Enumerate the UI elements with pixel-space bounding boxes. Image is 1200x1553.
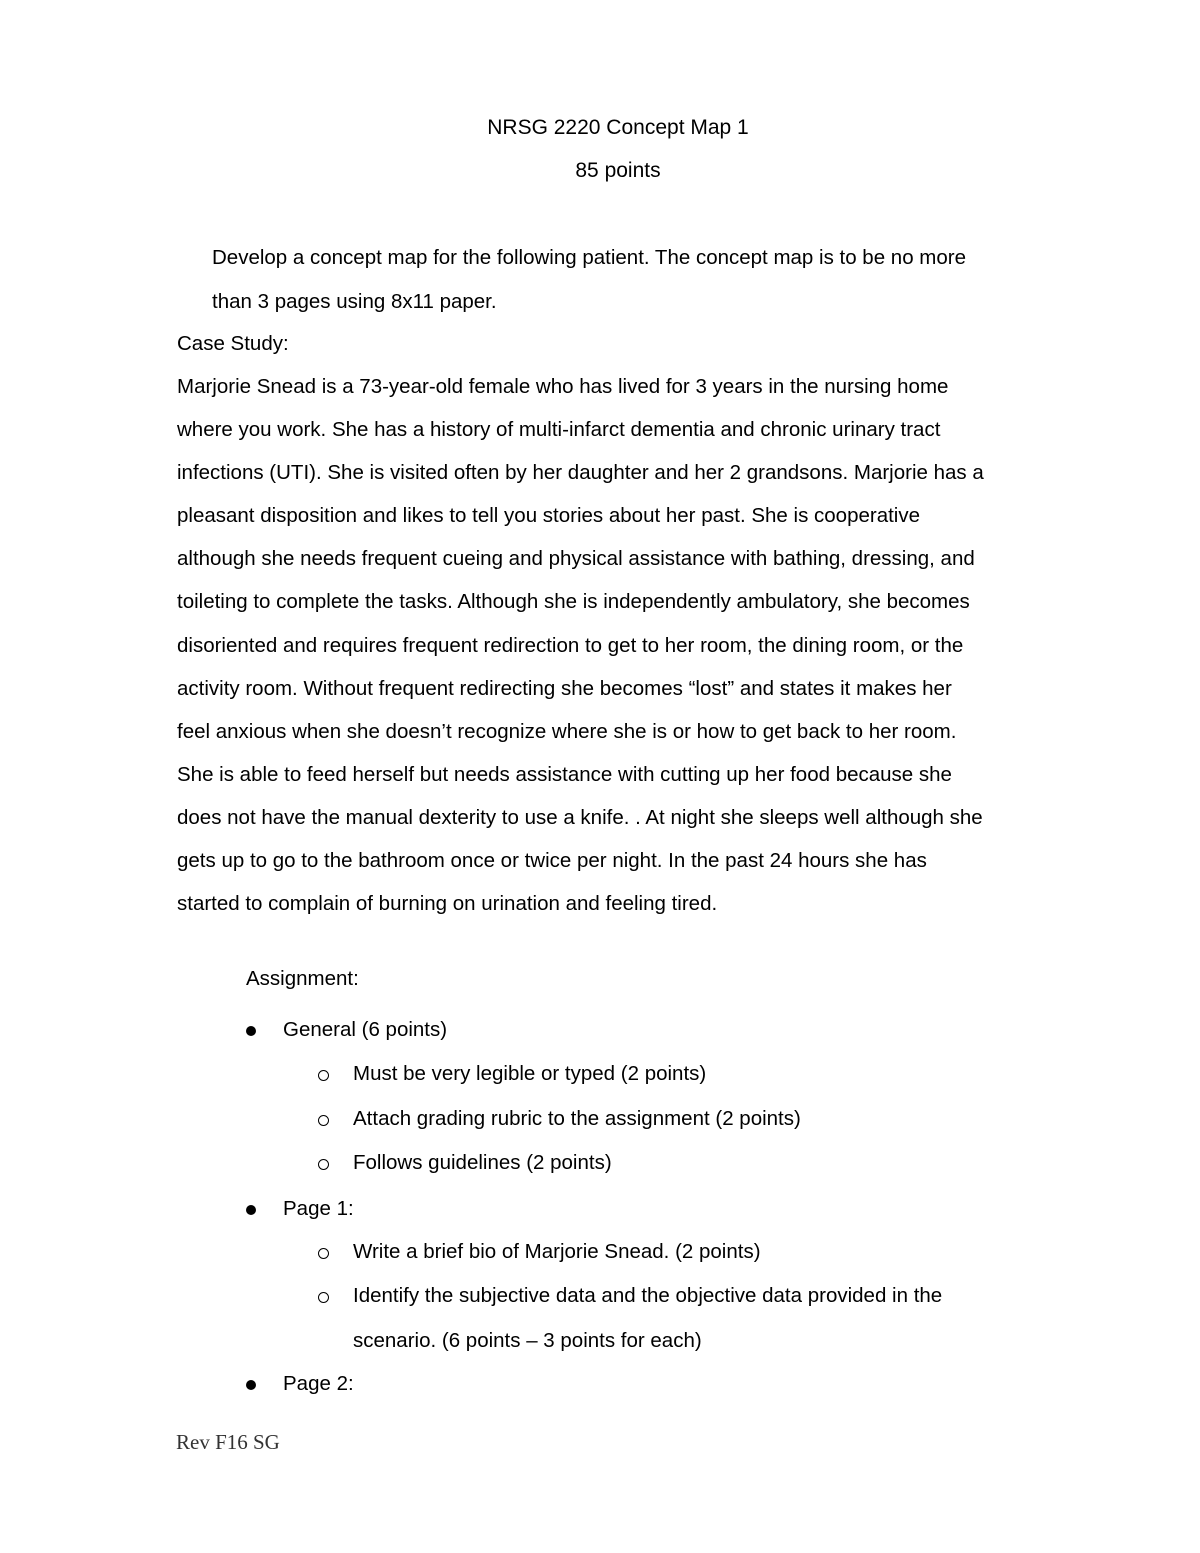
case-study-line: although she needs frequent cueing and physical assistance with bathing, dressing, and (177, 547, 975, 571)
bullet-icon (246, 1205, 256, 1215)
assignment-section-page1: Page 1: (283, 1197, 354, 1220)
revision-footer: Rev F16 SG (176, 1430, 280, 1454)
case-study-line: Marjorie Snead is a 73-year-old female who has lived for 3 years in the nursing home (177, 375, 949, 398)
case-study-line: She is able to feed herself but needs assistance with cutting up her food because she (177, 762, 952, 786)
assignment-item: Identify the subjective data and the objective data provided in the (353, 1284, 943, 1307)
case-study-line: activity room. Without frequent redirecting she becomes “lost” and states it makes her (177, 676, 952, 700)
assignment-item: Attach grading rubric to the assignment (2 points) (353, 1107, 801, 1130)
circle-bullet-icon (318, 1159, 329, 1170)
case-study-line: infections (UTI). She is visited often by her daughter and her 2 grandsons. Marjorie has a (177, 461, 984, 485)
intro-line: Develop a concept map for the following patient. The concept map is to be no more (212, 246, 967, 269)
case-study-line: feel anxious when she doesn’t recognize where she is or how to get back to her room. (177, 719, 957, 743)
bullet-icon (246, 1026, 256, 1036)
case-study-line: started to complain of burning on urination and feeling tired. (177, 892, 718, 916)
assignment-item: Write a brief bio of Marjorie Snead. (2 points) (353, 1240, 761, 1263)
circle-bullet-icon (318, 1115, 329, 1126)
assignment-item-continued: scenario. (6 points – 3 points for each) (353, 1329, 702, 1352)
circle-bullet-icon (318, 1070, 329, 1081)
case-study-line: pleasant disposition and likes to tell you stories about her past. She is cooperative (177, 504, 920, 528)
total-points: 85 points (575, 159, 661, 182)
case-study-label: Case Study: (177, 332, 289, 355)
intro-paragraph (212, 236, 1052, 323)
document-title: NRSG 2220 Concept Map 1 (487, 116, 749, 139)
case-study-line: gets up to go to the bathroom once or twice per night. In the past 24 hours she has (177, 849, 927, 873)
circle-bullet-icon (318, 1292, 329, 1303)
assignment-item: Follows guidelines (2 points) (353, 1151, 612, 1174)
intro-line: than 3 pages using 8x11 paper. (212, 289, 497, 313)
case-study-text (177, 365, 1057, 925)
case-study-line: toileting to complete the tasks. Although she is independently ambulatory, she becomes (177, 590, 970, 614)
assignment-section-general: General (6 points) (283, 1018, 448, 1041)
case-study-line: disoriented and requires frequent redirection to get to her room, the dining room, or the (177, 633, 964, 657)
circle-bullet-icon (318, 1248, 329, 1259)
case-study-line: where you work. She has a history of multi-infarct dementia and chronic urinary tract (177, 418, 941, 442)
case-study-line: does not have the manual dexterity to use a knife. . At night she sleeps well although she (177, 805, 983, 829)
assignment-label: Assignment: (246, 967, 359, 990)
bullet-icon (246, 1380, 256, 1390)
assignment-section-page2: Page 2: (283, 1372, 354, 1395)
assignment-item: Must be very legible or typed (2 points) (353, 1062, 707, 1085)
